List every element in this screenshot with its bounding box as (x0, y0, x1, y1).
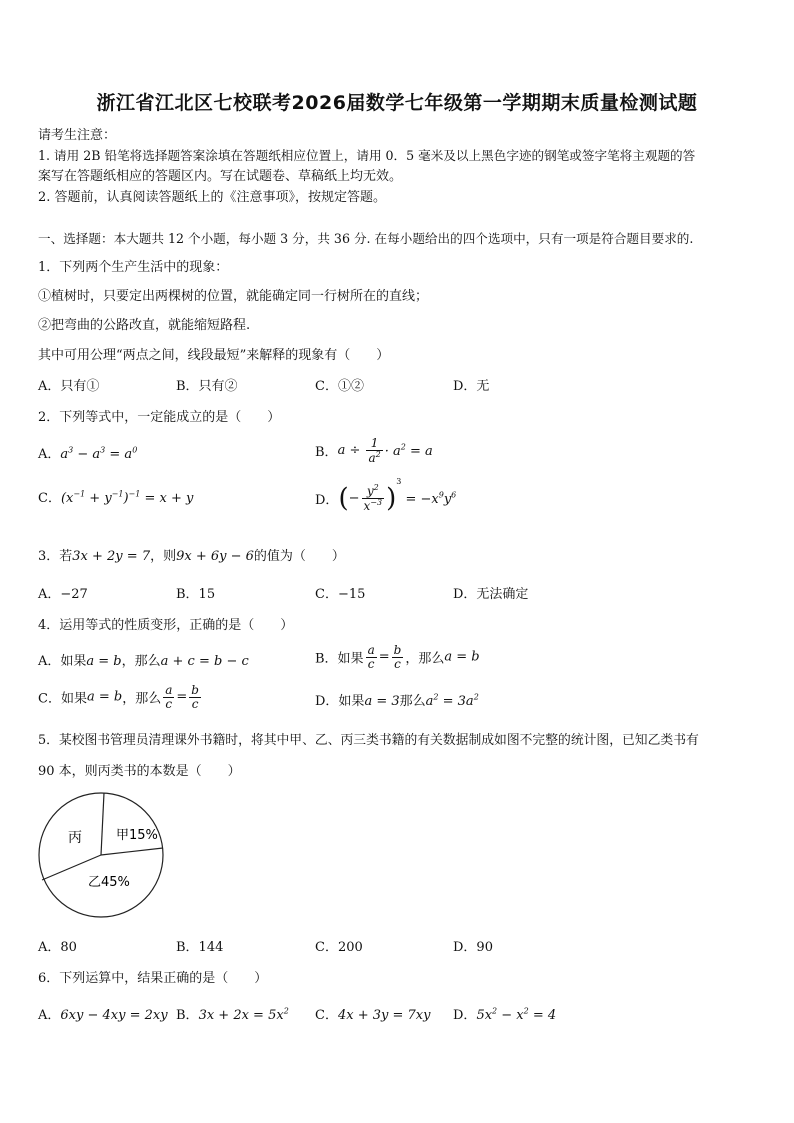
notice-item-2: 2. 答题前，认真阅读答题纸上的《注意事项》，按规定答题。 (38, 190, 387, 205)
q1-option-c[interactable]: C．①② (315, 379, 364, 394)
q6-option-c[interactable]: C．4x + 3y = 7xy (315, 1008, 431, 1023)
q4-option-a[interactable]: A．如果a = b，那么a + c = b − c (38, 654, 249, 669)
q4-option-d[interactable]: D．如果a = 3那么$a^2 = 3a^2$ (315, 692, 479, 709)
q3-stem: 3．若3x + 2y = 7，则9x + 6y − 6的值为（ ） (38, 549, 345, 564)
pie-chart (36, 790, 168, 920)
q1-option-a[interactable]: A．只有① (38, 379, 100, 394)
q5-stem-line-1: 5．某校图书管理员清理课外书籍时，将其中甲、乙、丙三类书籍的有关数据制成如图不完整的统计图，已知乙类书有 (38, 733, 699, 748)
notice-heading: 请考生注意： (38, 128, 117, 143)
q3-option-b[interactable]: B．15 (176, 587, 216, 602)
q5-option-d[interactable]: D．90 (453, 940, 493, 955)
q6-option-b[interactable]: B．$3x + 2x = 5x^2$ (176, 1006, 289, 1023)
q4-option-c[interactable]: C．如果a = b，那么 $\frac{a}{c}$ = $\frac{b}{c}$ (38, 683, 199, 711)
pie-label-jia: 甲15% (116, 828, 158, 843)
q1-question: 其中可用公理“两点之间，线段最短”来解释的现象有（ ） (38, 348, 390, 363)
section-heading: 一、选择题：本大题共 12 个小题，每小题 3 分，共 36 分. 在每小题给出的四个选项中，只有一项是符合题目要求的. (38, 231, 694, 246)
q2-option-d[interactable]: D．(− $\frac{y^2}{x^{-3}}$ )$^3 = -x^9y^6$ (315, 477, 457, 514)
q3-option-d[interactable]: D．无法确定 (453, 587, 529, 602)
q6-option-a[interactable]: A．6xy − 4xy = 2xy (38, 1008, 168, 1023)
q1-statement-2: ②把弯曲的公路改直，就能缩短路程. (38, 318, 251, 333)
q3-option-a[interactable]: A．−27 (38, 587, 88, 602)
q4-option-b[interactable]: B．如果 $\frac{a}{c}$ = $\frac{b}{c}$ ，那么a = b (315, 643, 480, 671)
q2-option-a[interactable]: A．$a^3 - a^3 = a^0$ (38, 445, 138, 462)
q1-stem: 1．下列两个生产生活中的现象： (38, 260, 229, 275)
q6-option-d[interactable]: D．$5x^2 - x^2 = 4$ (453, 1006, 557, 1023)
notice-item-1-line-2: 案写在答题纸相应的答题区内。写在试题卷、草稿纸上均无效。 (38, 169, 403, 184)
q2-option-b[interactable]: B．a ÷ $\frac{1}{a^2}$ · $a^2 = a$ (315, 436, 433, 465)
q5-option-a[interactable]: A．80 (38, 940, 77, 955)
q2-option-c[interactable]: C．$(x^{-1} + y^{-1})^{-1} = x + y$ (38, 489, 194, 506)
q6-stem: 6．下列运算中，结果正确的是（ ） (38, 971, 268, 986)
pie-label-bing: 丙 (68, 830, 82, 846)
q4-stem: 4．运用等式的性质变形，正确的是（ ） (38, 618, 294, 633)
q5-option-c[interactable]: C．200 (315, 940, 363, 955)
q1-option-b[interactable]: B．只有② (176, 379, 238, 394)
q1-statement-1: ①植树时，只要定出两棵树的位置，就能确定同一行树所在的直线； (38, 289, 429, 304)
page-title: 浙江省江北区七校联考2026届数学七年级第一学期期末质量检测试题 (96, 92, 698, 114)
pie-label-yi: 乙45% (88, 875, 130, 890)
q5-option-b[interactable]: B．144 (176, 940, 224, 955)
q5-stem-line-2: 90 本，则丙类书的本数是（ ） (38, 764, 241, 779)
q3-option-c[interactable]: C．−15 (315, 587, 366, 602)
q1-option-d[interactable]: D．无 (453, 379, 490, 394)
notice-item-1-line-1: 1. 请用 2B 铅笔将选择题答案涂填在答题纸相应位置上，请用 0．5 毫米及以上黑色字迹的钢笔或签字笔将主观题的答 (38, 148, 696, 163)
q2-stem: 2．下列等式中，一定能成立的是（ ） (38, 410, 281, 425)
